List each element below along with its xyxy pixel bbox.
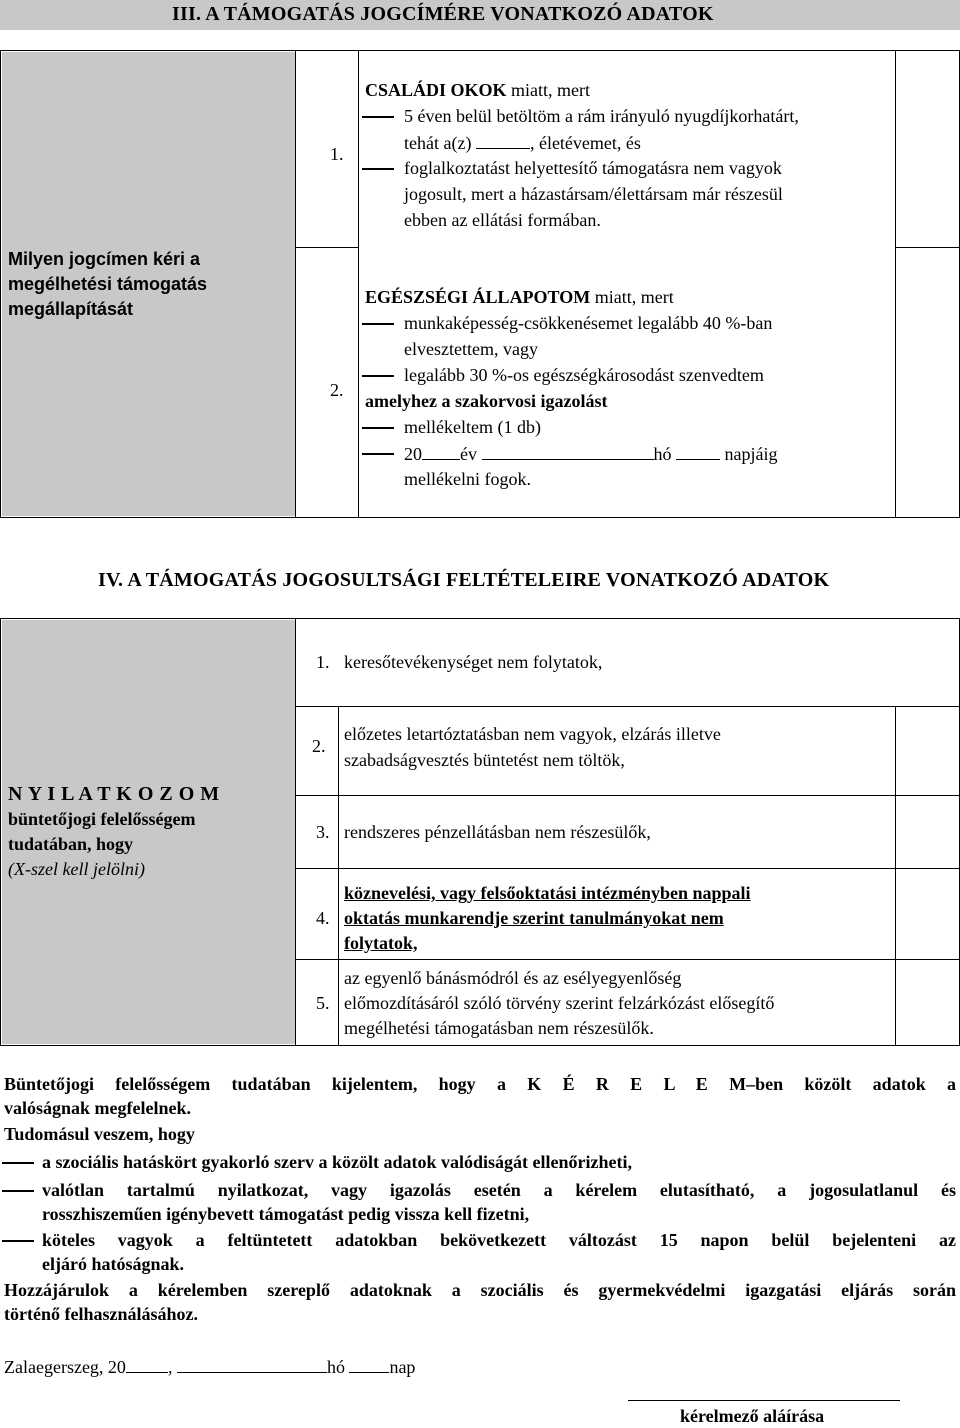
item-2-line-2: szabadságvesztés büntetést nem töltök,: [344, 750, 625, 770]
section-3-heading: III. A TÁMOGATÁS JOGCÍMÉRE VONATKOZÓ ADATOK: [172, 3, 714, 25]
option-2-line-5: mellékeltem (1 db): [404, 417, 541, 437]
option-2-line-3: legalább 30 %-os egészségkárosodást szenvedtem: [404, 365, 764, 385]
option-1-line-5: ebben az ellátási formában.: [404, 210, 601, 230]
option-2-line-2: elvesztettem, vagy: [404, 339, 538, 359]
dash: [2, 1162, 34, 1164]
place-date-line: Zalaegerszeg, 20 , hó nap: [4, 1354, 415, 1379]
item-5-checkbox[interactable]: [896, 961, 958, 1044]
item-3-checkbox[interactable]: [896, 797, 958, 867]
declaration-bullet-3-line-2: eljáró hatóságnak.: [42, 1254, 185, 1274]
item-1-text: keresőtevékenységet nem folytatok,: [344, 652, 603, 672]
option-2-title: EGÉSZSÉGI ÁLLAPOTOM miatt, mert: [365, 287, 674, 307]
section-3-label-line-1: Milyen jogcímen kéri a: [8, 249, 201, 269]
dash: [362, 427, 394, 429]
option-2-line-4: amelyhez a szakorvosi igazolást: [365, 391, 608, 411]
option-1-number: 1.: [330, 144, 344, 164]
section-3-label-line-3: megállapítását: [8, 299, 134, 319]
item-2-checkbox[interactable]: [896, 708, 958, 794]
item-5-number: 5.: [316, 993, 330, 1013]
option-2-line-7: mellékelni fogok.: [404, 469, 531, 489]
dash: [362, 323, 394, 325]
item-1-number: 1.: [316, 652, 330, 672]
option-2-line-1: munkaképesség-csökkenésemet legalább 40 %-ban: [404, 313, 773, 333]
dash: [2, 1240, 34, 1242]
section-4-label-line-2: büntetőjogi felelősségem: [8, 809, 196, 829]
option-1-title: CSALÁDI OKOK miatt, mert: [365, 80, 591, 100]
dash: [362, 375, 394, 377]
item-4-line-2: oktatás munkarendje szerint tanulmányokat nem: [344, 908, 724, 928]
dash: [2, 1190, 34, 1192]
dash: [362, 453, 394, 455]
option-2-checkbox[interactable]: [896, 249, 958, 516]
item-3-number: 3.: [316, 822, 330, 842]
declaration-p1-line-1: Büntetőjogi felelősségem tudatában kijelentem, hogy a K É R E L E M–ben közölt adatok a: [4, 1074, 956, 1094]
section-4-label-line-1: N Y I L A T K O Z O M: [8, 783, 220, 805]
declaration-bullet-2-line-2: rosszhiszeműen igénybevett támogatást pedig vissza kell fizetni,: [42, 1204, 530, 1224]
item-4-number: 4.: [316, 908, 330, 928]
section-3-heading-bar: [0, 0, 960, 30]
option-2-line-6: 20 év hó napjáig: [404, 441, 777, 466]
declaration-p2: Tudomásul veszem, hogy: [4, 1124, 195, 1144]
signature-label: kérelmező aláírása: [680, 1406, 825, 1426]
section-4-heading-bar: [0, 566, 960, 596]
item-5-line-3: megélhetési támogatásban nem részesülők.: [344, 1018, 654, 1038]
option-2-number: 2.: [330, 380, 344, 400]
item-4-line-3: folytatok,: [344, 933, 418, 953]
signature-line: [628, 1400, 900, 1401]
item-2-number: 2.: [312, 736, 326, 756]
item-4-checkbox[interactable]: [896, 870, 958, 958]
declaration-bullet-3-line-1: köteles vagyok a feltüntetett adatokban bekövetkezett változást 15 napon belül bejelenteni az: [42, 1230, 956, 1250]
section-4-label-line-4: (X-szel kell jelölni): [8, 859, 145, 879]
item-3-text: rendszeres pénzellátásban nem részesülők,: [344, 822, 651, 842]
declaration-bullet-1: a szociális hatáskört gyakorló szerv a közölt adatok valódiságát ellenőrizheti,: [42, 1152, 632, 1172]
item-5-line-2: előmozdításáról szóló törvény szerint felzárkózást elősegítő: [344, 993, 775, 1013]
option-1-line-1: 5 éven belül betöltöm a rám irányuló nyugdíjkorhatárt,: [404, 106, 799, 126]
option-1-line-2: tehát a(z) , életévemet, és: [404, 130, 641, 155]
option-1-checkbox[interactable]: [896, 52, 958, 246]
item-2-line-1: előzetes letartóztatásban nem vagyok, elzárás illetve: [344, 724, 721, 744]
declaration-p3-line-2: történő felhasználásához.: [4, 1304, 198, 1324]
section-4-label-line-3: tudatában, hogy: [8, 834, 134, 854]
item-5-line-1: az egyenlő bánásmódról és az esélyegyenlőség: [344, 968, 682, 988]
option-1-line-3: foglalkoztatást helyettesítő támogatásra nem vagyok: [404, 158, 782, 178]
section-4-heading: IV. A TÁMOGATÁS JOGOSULTSÁGI FELTÉTELEIRE VONATKOZÓ ADATOK: [98, 569, 830, 591]
declaration-p3-line-1: Hozzájárulok a kérelemben szereplő adatoknak a szociális és gyermekvédelmi igazgatási eljárás során: [4, 1280, 956, 1300]
declaration-p1-line-2: valóságnak megfelelnek.: [4, 1098, 191, 1118]
section-3-label-line-2: megélhetési támogatás: [8, 274, 208, 294]
dash: [362, 168, 394, 170]
option-1-line-4: jogosult, mert a házastársam/élettársam már részesül: [404, 184, 783, 204]
item-4-line-1: köznevelési, vagy felsőoktatási intézményben nappali: [344, 883, 751, 903]
declaration-bullet-2-line-1: valótlan tartalmú nyilatkozat, vagy igazolás esetén a kérelem elutasítható, a jogosulatlanul és: [42, 1180, 956, 1200]
dash: [362, 116, 394, 118]
